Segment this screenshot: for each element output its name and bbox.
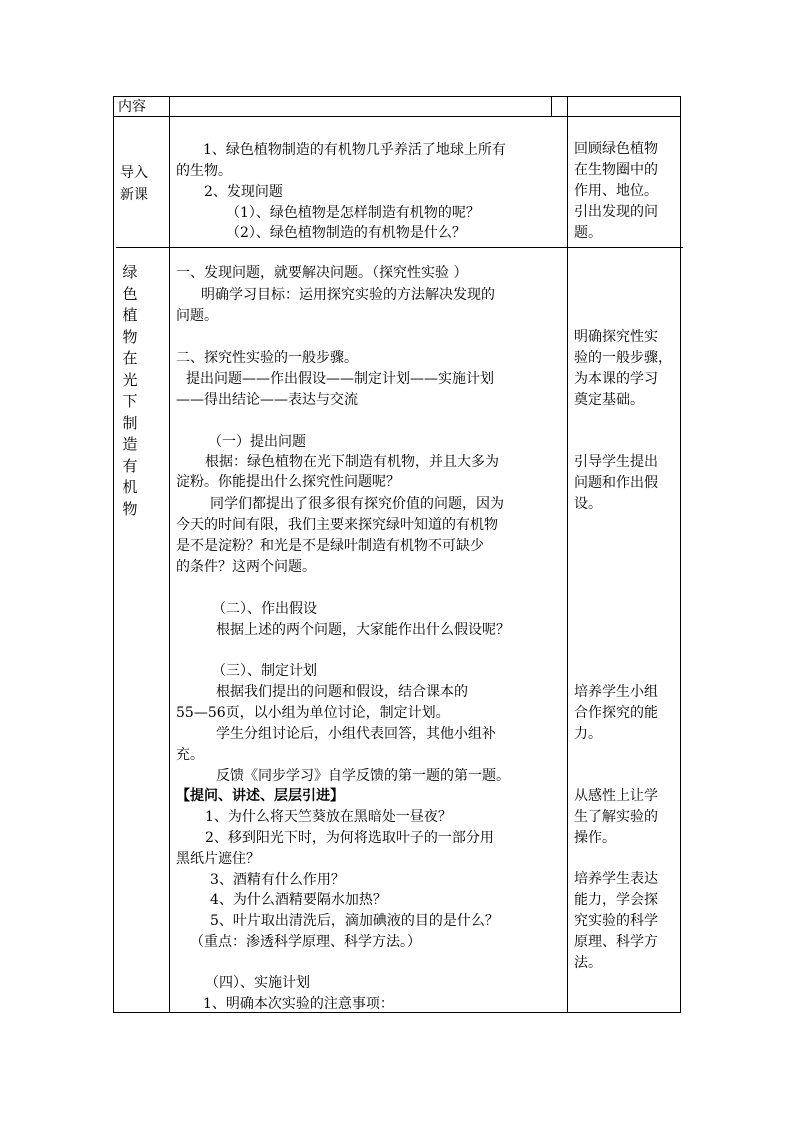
section1-note-line: 回顾绿色植物 — [574, 141, 658, 157]
note-line: 明确探究性实 — [574, 329, 658, 345]
section2-line: （重点：渗透科学原理、科学方法。） — [190, 934, 421, 950]
section2-line: 同学们都提出了很多很有探究价值的问题，因为 — [210, 496, 504, 512]
section2-line: 今天的时间有限，我们主要来探究绿叶知道的有机物 — [176, 517, 498, 533]
section2-vertical-label — [120, 262, 140, 520]
section2-line: 黑纸片遮住？ — [176, 851, 260, 867]
section2-line: 学生分组讨论后，小组代表回答，其他小组补 — [216, 726, 496, 742]
header-row-divider — [113, 116, 681, 117]
note-line: 培养学生小组 — [574, 684, 658, 700]
table-border-left — [113, 96, 114, 1013]
section2-line: 3、酒精有什么作用？ — [210, 872, 345, 888]
header-content-label: 内容 — [118, 99, 146, 115]
note-line: 法。 — [574, 955, 602, 971]
section1-line: （2）、绿色植物制造的有机物是什么？ — [226, 225, 466, 241]
label-char: 造 — [122, 435, 138, 453]
label-char: 在 — [122, 349, 138, 367]
note-line: 从感性上让学 — [574, 788, 658, 804]
note-line: 究实验的科学 — [574, 913, 658, 929]
section2-line: 55—56页，以小组为单位讨论，制定计划。 — [176, 705, 450, 721]
section2-line: 根据：绿色植物在光下制造有机物，并且大多为 — [205, 454, 499, 470]
section1-note-line: 作用、地位。 — [574, 183, 658, 199]
label-char: 下 — [122, 392, 138, 410]
section2-line: 二、探究性实验的一般步骤。 — [176, 350, 358, 366]
note-line: 生了解实验的 — [574, 809, 658, 825]
section2-line: 根据上述的两个问题，大家能作出什么假设呢？ — [216, 622, 510, 638]
table-border-bottom — [113, 1012, 681, 1013]
label-char: 物 — [122, 499, 138, 518]
note-line: 引导学生提出 — [574, 454, 658, 470]
section2-line: 4、为什么酒精要隔水加热？ — [210, 892, 387, 908]
label-char: 光 — [122, 370, 138, 389]
section2-line: 明确学习目标：运用探究实验的方法解决发现的 — [201, 287, 495, 303]
label-char: 植 — [122, 306, 138, 324]
section2-line: 1、明确本次实验的注意事项： — [203, 996, 394, 1012]
note-line: 培养学生表达 — [574, 871, 658, 887]
section2-line: 充。 — [176, 747, 204, 763]
note-line: 问题和作出假 — [574, 475, 658, 491]
section2-line: （一）提出问题 — [208, 434, 306, 450]
note-line: 力。 — [574, 726, 602, 742]
label-char: 绿 — [122, 263, 138, 281]
section1-line: （1）、绿色植物是怎样制造有机物的呢？ — [226, 205, 480, 221]
column-divider-2 — [551, 96, 552, 116]
section2-line: 反馈《同步学习》自学反馈的第一题的第一题。 — [216, 768, 510, 784]
section1-note-line: 在生物圈中的 — [574, 162, 658, 178]
section2-line: 5、叶片取出清洗后，滴加碘液的目的是什么？ — [210, 913, 499, 929]
label-char: 色 — [122, 284, 138, 303]
section1-line: 2、发现问题 — [204, 184, 283, 200]
section2-line: 1、为什么将天竺葵放在黑暗处一昼夜？ — [205, 809, 452, 825]
note-line: 奠定基础。 — [574, 392, 644, 408]
note-line: 验的一般步骤， — [574, 350, 672, 366]
note-line: 原理、科学方 — [574, 934, 658, 950]
note-line: 能力，学会探 — [574, 892, 658, 908]
label-char: 机 — [122, 478, 138, 496]
table-border-right — [680, 96, 681, 1013]
section1-line: 1、绿色植物制造的有机物几乎养活了地球上所有 — [203, 142, 506, 158]
section1-label-line1: 导入 — [120, 165, 148, 181]
section2-line: （三）、制定计划 — [212, 663, 317, 679]
section2-line: 的条件？这两个问题。 — [176, 559, 316, 575]
note-line: 操作。 — [574, 830, 616, 846]
section2-line: 一、发现问题，就要解决问题。（探究性实验 ） — [176, 265, 468, 281]
column-divider-1 — [169, 96, 170, 1013]
note-line: 为本课的学习 — [574, 371, 658, 387]
section2-line: ——得出结论——表达与交流 — [176, 392, 358, 408]
label-char: 制 — [122, 413, 138, 432]
note-line: 设。 — [574, 496, 602, 512]
section2-line: 提出问题——作出假设——制定计划——实施计划 — [186, 371, 494, 387]
section1-label-line2: 新课 — [120, 187, 148, 203]
section1-note-line: 引出发现的问 — [574, 204, 658, 220]
section1-note-line: 题。 — [574, 225, 602, 241]
label-char: 有 — [122, 456, 138, 475]
section2-line: 2、移到阳光下时，为何将选取叶子的一部分用 — [205, 830, 494, 846]
section2-line: 淀粉。你能提出什么探究性问题呢？ — [176, 474, 400, 490]
table-border-top — [113, 96, 681, 97]
section2-line: 问题。 — [176, 308, 218, 324]
section2-line: 根据我们提出的问题和假设，结合课本的 — [216, 684, 468, 700]
section2-line: 是不是淀粉？和光是不是绿叶制造有机物不可缺少 — [176, 538, 484, 554]
note-line: 合作探究的能 — [574, 705, 658, 721]
label-char: 物 — [122, 327, 138, 346]
section-divider — [116, 247, 683, 248]
section2-line: （二）、作出假设 — [212, 601, 317, 617]
section1-line: 的生物。 — [176, 163, 232, 179]
section2-line: （四）、实施计划 — [205, 975, 310, 991]
column-divider-3 — [567, 96, 568, 1013]
section2-line: 【提问、讲述、层层引进】 — [176, 788, 344, 804]
